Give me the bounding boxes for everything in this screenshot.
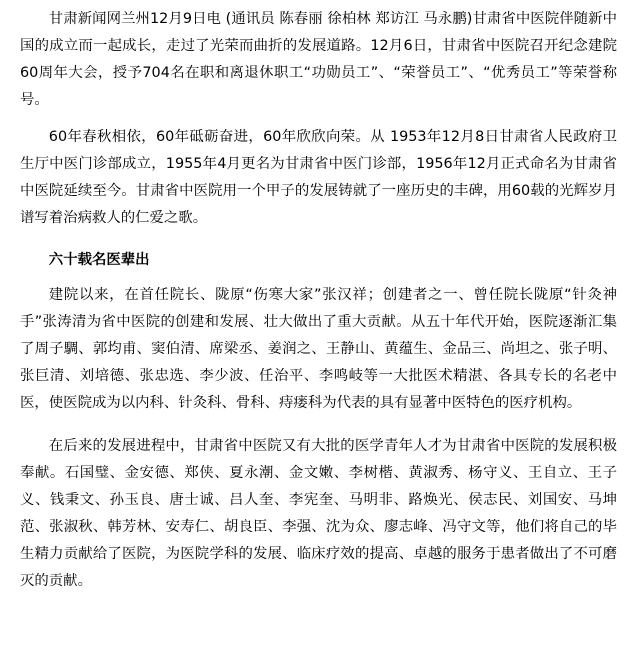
article-paragraph-successors: 在后来的发展进程中，甘肃省中医院又有大批的医学青年人才为甘肃省中医院的发展积极奉献。石国璧、金安德、郑侠、夏永潮、金文嫩、李树楷、黄淑秀、杨守义、王自立、王子义、钱秉文、孙玉良、唐士诚、吕人奎、李宪奎、马明非、路焕光、侯志民、刘国安、马坤范、张淑秋、韩芳林、安寿仁、胡良臣、李强、沈为众、廖志峰、冯守文等，他们将自己的毕生精力贡献给了医院，为医院学科的发展、临床疗效的提高、卓越的服务于患者做出了不可磨灭的贡献。 [20, 438, 617, 589]
article-paragraph-history: 60年春秋相依，60年砥砺奋进，60年欣欣向荣。从 1953年12月8日甘肃省人民政府卫生厅中医门诊部成立，1955年4月更名为甘肃省中医门诊部，1956年12月正式命名为甘肃省中医院延续至今。甘肃省中医院用一个甲子的发展铸就了一座历史的丰碑，用60载的光辉岁月谱写着治病救人的仁爱之歌。 [20, 129, 617, 226]
article-paragraph-founders: 建院以来，在首任院长、陇原“伤寒大家”张汉祥；创建者之一、曾任院长陇原“针灸神手”张涛清为省中医院的创建和发展、壮大做出了重大贡献。从五十年代开始，医院逐渐汇集了周子騆、郭均甫、窦伯清、席梁丞、姜润之、王静山、黄蕴生、金品三、尚坦之、张子明、张巨清、刘培德、张忠选、李少波、任治平、李鸣岐等一大批医术精湛、各具专长的名老中医，使医院成为以内科、针灸科、骨科、痔瘘科为代表的具有显著中医特色的医疗机构。 [20, 287, 617, 411]
article-paragraph-lead: 甘肃新闻网兰州12月9日电 (通讯员 陈春丽 徐柏林 郑访江 马永鹏)甘肃省中医院伴随新中国的成立而一起成长，走过了光荣而曲折的发展道路。12月6日，甘肃省中医院召开纪念建院60周年大会，授予704名在职和离退休职工“功勋员工”、“荣誉员工”、“优秀员工”等荣誉称号。 [20, 11, 617, 108]
section-subheading: 六十载名医辈出 [48, 252, 150, 268]
